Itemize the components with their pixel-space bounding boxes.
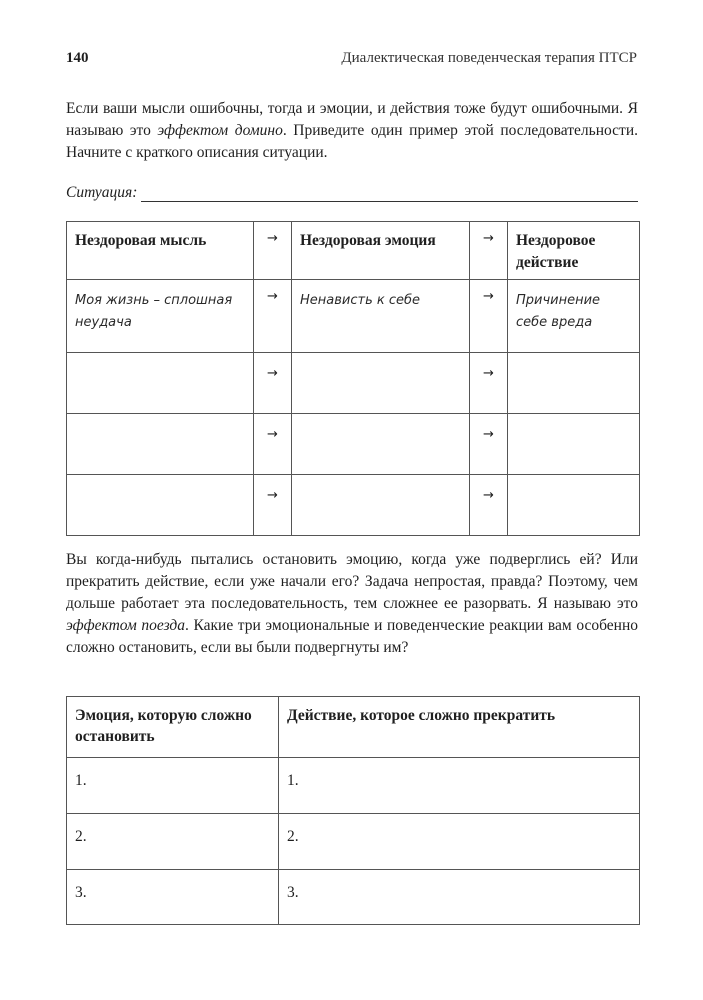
domino-blank-row [67, 475, 640, 536]
page-number: 140 [66, 50, 89, 66]
arrow-icon: → [254, 414, 292, 475]
domino-blank-row [67, 353, 640, 414]
situation-blank-line[interactable] [141, 184, 638, 202]
arrow-icon: → [254, 222, 292, 280]
blank-emotion-cell[interactable] [292, 353, 470, 414]
train-row [67, 758, 640, 814]
blank-thought-cell[interactable] [67, 475, 254, 536]
domino-table [66, 221, 640, 536]
emotion-entry-cell[interactable]: 3. [67, 870, 279, 925]
header-unhealthy-action: Нездоровое действие [508, 222, 640, 280]
train-paragraph [66, 549, 638, 659]
header-unhealthy-thought: Нездоровая мысль [67, 222, 254, 280]
train-text-before: Вы когда-нибудь пытались остановить эмоцию, когда уже подверглись ей? Или прекратить действие, если уже начали его? Задача непростая, правда? Поэтому, чем дольше работает эта последовательность, тем сложнее ее разорвать. Я называю это [66, 551, 638, 612]
emotion-entry-cell[interactable]: 1. [67, 758, 279, 814]
arrow-icon: → [254, 353, 292, 414]
page-header [66, 50, 637, 72]
running-title: Диалектическая поведенческая терапия ПТСР [341, 50, 637, 66]
blank-emotion-cell[interactable] [292, 475, 470, 536]
header-unhealthy-emotion: Нездоровая эмоция [292, 222, 470, 280]
situation-label: Ситуация: [66, 184, 138, 201]
domino-blank-row [67, 414, 640, 475]
action-entry-cell[interactable]: 1. [279, 758, 640, 814]
domino-effect-term: эффектом домино [157, 122, 283, 139]
arrow-icon: → [470, 475, 508, 536]
train-row [67, 814, 640, 870]
example-action: Причинение себе вреда [508, 280, 640, 353]
train-table [66, 696, 640, 925]
arrow-icon: → [470, 280, 508, 353]
emotion-entry-cell[interactable]: 2. [67, 814, 279, 870]
arrow-icon: → [254, 475, 292, 536]
arrow-icon: → [470, 414, 508, 475]
header-hard-action: Действие, которое сложно прекратить [279, 697, 640, 758]
domino-example-row [67, 280, 640, 353]
blank-action-cell[interactable] [508, 353, 640, 414]
blank-thought-cell[interactable] [67, 414, 254, 475]
action-entry-cell[interactable]: 2. [279, 814, 640, 870]
blank-action-cell[interactable] [508, 475, 640, 536]
train-effect-term: эффектом поезда [66, 617, 186, 634]
blank-thought-cell[interactable] [67, 353, 254, 414]
blank-emotion-cell[interactable] [292, 414, 470, 475]
arrow-icon: → [470, 222, 508, 280]
train-header-row [67, 697, 640, 758]
arrow-icon: → [254, 280, 292, 353]
header-hard-emotion: Эмоция, которую сложно остановить [67, 697, 279, 758]
intro-text-before: Если ваши мысли ошибочны, тогда и эмоции, и действия тоже будут ошибочными. Я называю это [66, 100, 638, 139]
example-thought: Моя жизнь – сплошная неудача [67, 280, 254, 353]
action-entry-cell[interactable]: 3. [279, 870, 640, 925]
train-row [67, 870, 640, 925]
domino-header-row [67, 222, 640, 280]
intro-text-after: . Приведите один пример этой последовательности. Начните с краткого описания ситуации. [66, 122, 638, 161]
intro-paragraph [66, 98, 638, 164]
situation-field [66, 180, 638, 202]
arrow-icon: → [470, 353, 508, 414]
example-emotion: Ненависть к себе [292, 280, 470, 353]
train-text-after: . Какие три эмоциональные и поведенческие реакции вам особенно сложно остановить, если вы были подвергнуты им? [66, 617, 638, 656]
blank-action-cell[interactable] [508, 414, 640, 475]
